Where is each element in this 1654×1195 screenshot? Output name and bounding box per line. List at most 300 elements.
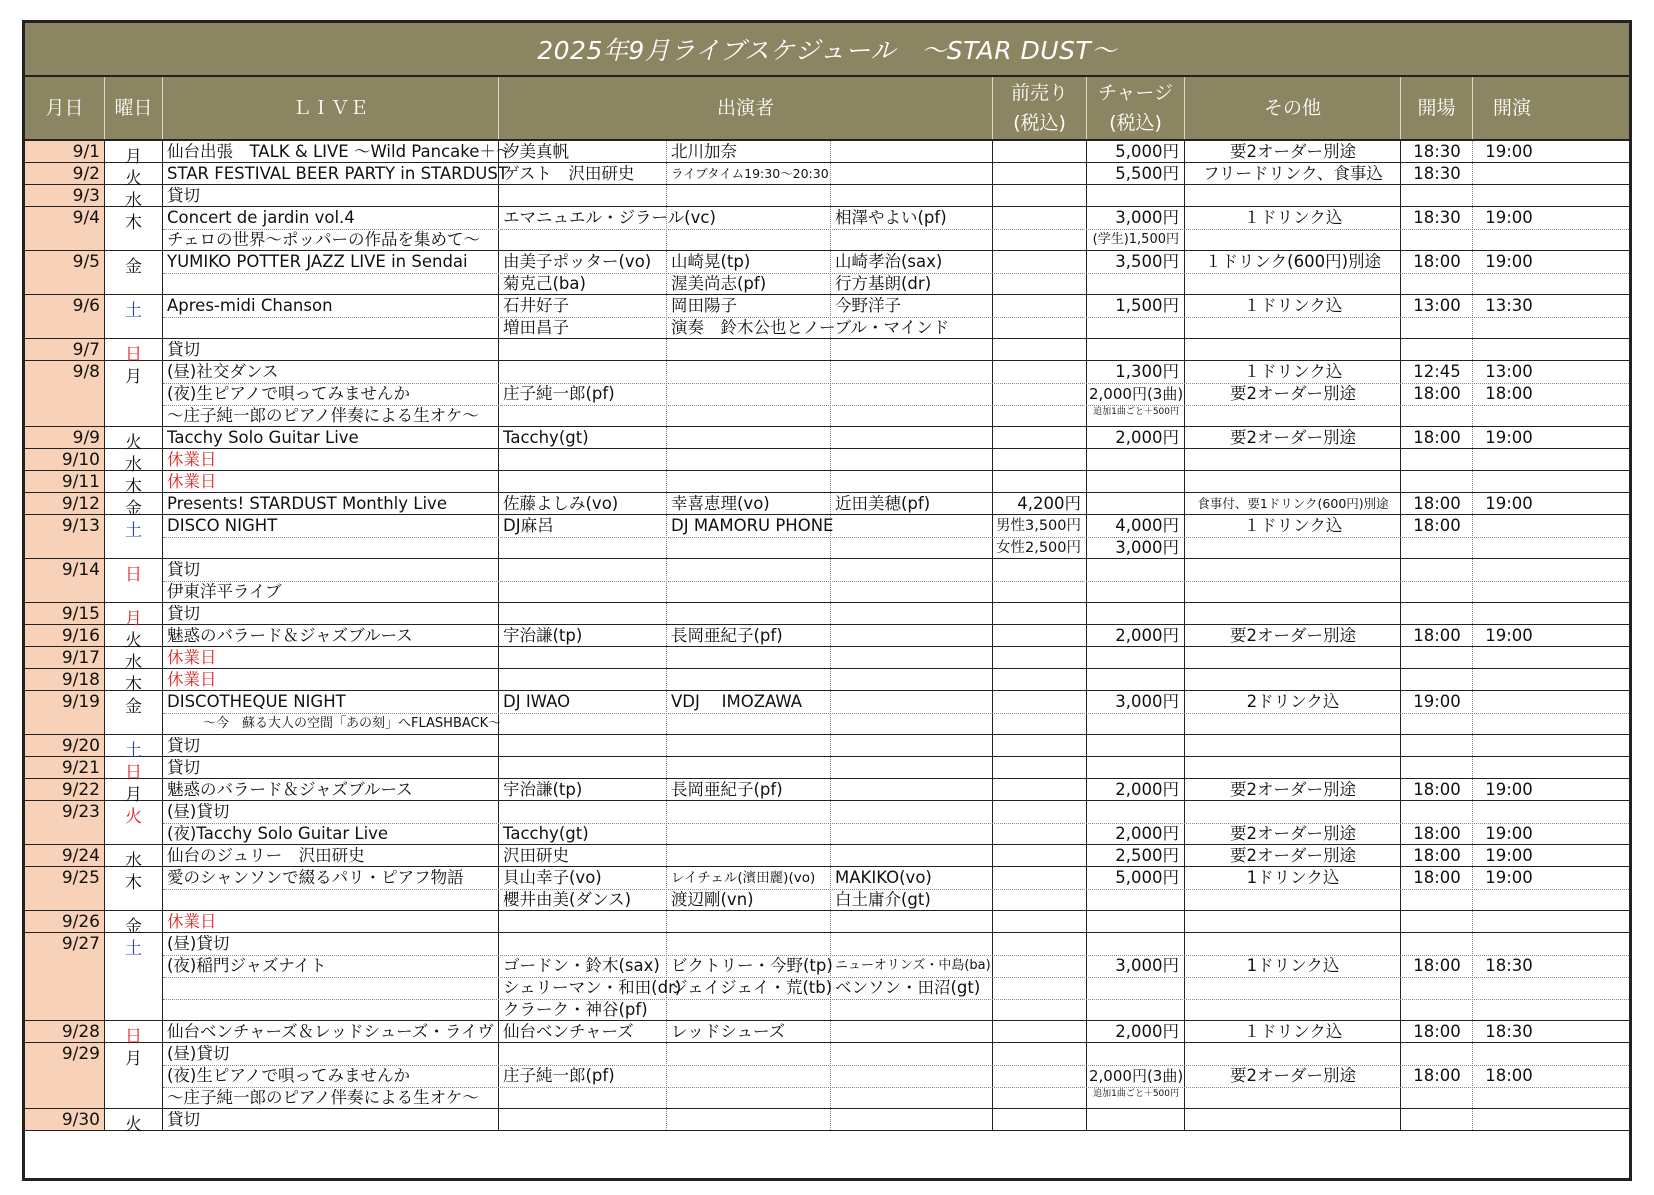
cell-open: 18:00 (1413, 846, 1461, 865)
cell-live: ～今 蘇る大人の空間「あの刻」へFLASHBACK～ (203, 716, 502, 731)
table-row (25, 691, 1629, 735)
cell-open: 13:00 (1413, 296, 1461, 315)
cell-other: １ドリンク込 (1243, 516, 1343, 535)
col-p1 (499, 669, 667, 690)
col-p2 (667, 647, 831, 668)
date-cell: 9/19 (25, 691, 105, 734)
col-other (1185, 449, 1401, 470)
cell-charge: 3,000円 (1115, 208, 1179, 227)
col-presale (993, 647, 1087, 668)
cell-charge: 2,000円 (1115, 428, 1179, 447)
cell-open: 18:00 (1413, 1066, 1461, 1085)
col-p1 (499, 647, 667, 668)
col-p2 (667, 427, 831, 448)
cell-p1: 汐美真帆 (503, 142, 569, 161)
cell-p3: 山崎孝治(sax) (835, 252, 943, 271)
cell-p2: 長岡亜紀子(pf) (671, 626, 783, 645)
table-row (25, 185, 1629, 211)
cell-p3: 相澤やよい(pf) (835, 208, 947, 227)
weekday-cell: 月 (105, 141, 163, 162)
col-p2 (667, 669, 831, 690)
weekday-cell: 日 (105, 339, 163, 360)
cell-p1: ゲスト 沢田研史 (503, 164, 635, 183)
schedule-sheet (22, 20, 1632, 1181)
col-presale (993, 1021, 1087, 1042)
cell-charge: 3,000円 (1115, 538, 1179, 557)
cell-presale: 女性2,500円 (995, 540, 1081, 556)
col-live (163, 185, 499, 206)
col-charge (1087, 1109, 1185, 1130)
cell-p3: ベンソン・田沼(gt) (835, 978, 981, 997)
weekday-cell: 水 (105, 449, 163, 470)
cell-live: 貸切 (167, 736, 200, 755)
cell-live: (夜)Tacchy Solo Guitar Live (167, 824, 389, 843)
col-p3 (831, 603, 993, 624)
cell-p1: 由美子ポッター(vo) (503, 252, 652, 271)
date-cell: 9/5 (25, 251, 105, 294)
cell-p2: ジェイジェイ・荒(tb) (671, 978, 833, 997)
table-row (25, 647, 1629, 673)
col-presale (993, 757, 1087, 778)
cell-start: 19:00 (1485, 208, 1533, 227)
col-presale (993, 845, 1087, 866)
cell-p1: 仙台ベンチャーズ (503, 1022, 634, 1041)
col-start (1473, 449, 1629, 470)
table-row (25, 911, 1629, 937)
weekday-cell: 木 (105, 867, 163, 910)
cell-live: 休業日 (167, 912, 217, 931)
col-p3 (831, 735, 993, 756)
col-p2 (667, 1043, 831, 1108)
col-p3 (831, 141, 993, 162)
col-other (1185, 757, 1401, 778)
cell-open: 18:00 (1413, 494, 1461, 513)
date-cell: 9/28 (25, 1021, 105, 1042)
weekday-cell: 月 (105, 779, 163, 800)
header-live: ＬＩＶＥ (163, 77, 499, 139)
cell-live: (昼)貸切 (167, 802, 230, 821)
col-start (1473, 185, 1629, 206)
cell-charge: 2,000円(3曲) (1089, 385, 1184, 403)
col-charge (1087, 493, 1185, 514)
cell-live: 伊東洋平ライブ (167, 582, 282, 601)
cell-p1: 宇治謙(tp) (503, 780, 583, 799)
cell-start: 19:00 (1485, 142, 1533, 161)
cell-live: 魅惑のバラード＆ジャズブルース (167, 626, 413, 645)
col-presale (993, 1109, 1087, 1130)
cell-live: Apres-midi Chanson (167, 296, 333, 315)
col-p2 (667, 339, 831, 360)
cell-open: 18:30 (1413, 164, 1461, 183)
cell-p1: 櫻井由美(ダンス) (503, 890, 632, 909)
table-row (25, 493, 1629, 519)
col-other (1185, 185, 1401, 206)
col-p1 (499, 339, 667, 360)
cell-charge: 追加1曲ごと＋500円 (1093, 407, 1179, 417)
table-row (25, 603, 1629, 629)
col-presale (993, 625, 1087, 646)
weekday-cell: 土 (105, 295, 163, 338)
table-row (25, 427, 1629, 453)
table-row (25, 163, 1629, 189)
cell-p1: 増田昌子 (503, 318, 569, 337)
table-row (25, 251, 1629, 295)
cell-live: DISCOTHEQUE NIGHT (167, 692, 346, 711)
cell-charge: 2,000円 (1115, 824, 1179, 843)
cell-live: Presents! STARDUST Monthly Live (167, 494, 447, 513)
weekday-cell: 土 (105, 933, 163, 1020)
weekday-cell: 金 (105, 493, 163, 514)
date-cell: 9/9 (25, 427, 105, 448)
col-charge (1087, 603, 1185, 624)
cell-other: １ドリンク込 (1243, 362, 1343, 381)
weekday-cell: 木 (105, 207, 163, 250)
cell-charge: 2,000円 (1115, 780, 1179, 799)
cell-start: 19:00 (1485, 846, 1533, 865)
cell-live: 仙台出張 TALK & LIVE ～Wild Pancake＋～ (167, 142, 513, 161)
date-cell: 9/27 (25, 933, 105, 1020)
col-presale (993, 449, 1087, 470)
table-row (25, 1021, 1629, 1047)
cell-p3: 近田美穂(pf) (835, 494, 931, 513)
col-live (163, 757, 499, 778)
col-start (1473, 603, 1629, 624)
cell-p1: 沢田研史 (503, 846, 569, 865)
header-charge-label: チャージ (1097, 82, 1174, 104)
col-presale (993, 339, 1087, 360)
col-presale (993, 735, 1087, 756)
col-other (1185, 1109, 1401, 1130)
weekday-cell: 金 (105, 911, 163, 932)
cell-p2: ライブタイム19:30～20:30 (671, 166, 829, 181)
date-cell: 9/21 (25, 757, 105, 778)
header-open: 開場 (1401, 77, 1473, 139)
col-p3 (831, 625, 993, 646)
header-date: 月日 (25, 77, 105, 139)
col-start (1473, 735, 1629, 756)
cell-p3: ニューオリンズ・中島(ba) (835, 958, 991, 973)
col-presale (993, 911, 1087, 932)
cell-live: (夜)生ピアノで唄ってみませんか (167, 384, 411, 403)
weekday-cell: 月 (105, 1043, 163, 1108)
cell-p2: 岡田陽子 (671, 296, 737, 315)
table-row (25, 933, 1629, 1021)
line-divider (163, 999, 1629, 1000)
cell-start: 18:00 (1485, 384, 1533, 403)
cell-live: 休業日 (167, 648, 217, 667)
cell-live: 愛のシャンソンで綴るパリ・ピアフ物語 (167, 868, 464, 887)
cell-start: 19:00 (1485, 824, 1533, 843)
cell-p1: 佐藤よしみ(vo) (503, 494, 619, 513)
cell-p1: Tacchy(gt) (503, 824, 589, 843)
col-presale (993, 163, 1087, 184)
col-open (1401, 339, 1473, 360)
col-p1 (499, 449, 667, 470)
cell-other: １ドリンク(600円)別途 (1204, 252, 1382, 271)
col-start (1473, 339, 1629, 360)
col-charge (1087, 647, 1185, 668)
col-presale (993, 427, 1087, 448)
date-cell: 9/22 (25, 779, 105, 800)
cell-live: 休業日 (167, 670, 217, 689)
cell-live: (夜)生ピアノで唄ってみませんか (167, 1066, 411, 1085)
weekday-cell: 木 (105, 471, 163, 492)
cell-open: 18:00 (1413, 868, 1461, 887)
cell-p1: DJ IWAO (503, 692, 571, 711)
cell-open: 18:00 (1413, 428, 1461, 447)
weekday-cell: 金 (105, 251, 163, 294)
col-p3 (831, 669, 993, 690)
cell-live: Concert de jardin vol.4 (167, 208, 355, 227)
weekday-cell: 土 (105, 515, 163, 558)
col-other (1185, 911, 1401, 932)
cell-live: (昼)貸切 (167, 934, 230, 953)
cell-p1: 貝山幸子(vo) (503, 868, 602, 887)
cell-open: 18:00 (1413, 252, 1461, 271)
col-p2 (667, 1109, 831, 1130)
cell-charge: 3,500円 (1115, 252, 1179, 271)
col-p3 (831, 911, 993, 932)
col-presale (993, 361, 1087, 426)
col-charge (1087, 669, 1185, 690)
cell-start: 18:00 (1485, 1066, 1533, 1085)
header-other: その他 (1185, 77, 1401, 139)
col-other (1185, 471, 1401, 492)
col-other (1185, 669, 1401, 690)
col-charge (1087, 735, 1185, 756)
col-presale (993, 779, 1087, 800)
table-row (25, 471, 1629, 497)
col-open (1401, 757, 1473, 778)
cell-other: 食事付、要1ドリンク(600円)別途 (1197, 496, 1389, 511)
cell-open: 18:00 (1413, 956, 1461, 975)
date-cell: 9/15 (25, 603, 105, 624)
weekday-cell: 木 (105, 669, 163, 690)
date-cell: 9/24 (25, 845, 105, 866)
weekday-cell: 火 (105, 801, 163, 844)
date-cell: 9/4 (25, 207, 105, 250)
col-p1 (499, 185, 667, 206)
col-p3 (831, 185, 993, 206)
col-p3 (831, 449, 993, 470)
line-divider (163, 537, 1629, 538)
table-row (25, 141, 1629, 167)
cell-other: 要2オーダー別途 (1230, 142, 1356, 161)
cell-other: １ドリンク込 (1243, 208, 1343, 227)
cell-open: 18:00 (1413, 626, 1461, 645)
cell-live: 貸切 (167, 186, 200, 205)
table-row (25, 757, 1629, 783)
header-presale (993, 77, 1087, 139)
cell-other: 2ドリンク込 (1246, 692, 1340, 711)
col-p2 (667, 361, 831, 426)
weekday-cell: 火 (105, 625, 163, 646)
weekday-cell: 月 (105, 361, 163, 426)
cell-other: 要2オーダー別途 (1230, 824, 1356, 843)
cell-open: 18:30 (1413, 142, 1461, 161)
cell-p3: 行方基朗(dr) (835, 274, 932, 293)
cell-p1: 宇治謙(tp) (503, 626, 583, 645)
cell-live: 仙台のジュリー 沢田研史 (167, 846, 365, 865)
table-row (25, 361, 1629, 427)
col-live (163, 339, 499, 360)
cell-charge: 追加1曲ごと＋500円 (1093, 1089, 1179, 1099)
col-open (1401, 735, 1473, 756)
cell-start: 13:00 (1485, 362, 1533, 381)
cell-start: 18:30 (1485, 956, 1533, 975)
date-cell: 9/11 (25, 471, 105, 492)
cell-p2: レイチェル(濱田麗)(vo) (671, 870, 816, 886)
col-live (163, 1109, 499, 1130)
col-p3 (831, 471, 993, 492)
col-p3 (831, 339, 993, 360)
weekday-cell: 水 (105, 185, 163, 206)
cell-p2: 長岡亜紀子(pf) (671, 780, 783, 799)
header-charge-tax: (税込) (1109, 112, 1162, 134)
col-p2 (667, 757, 831, 778)
col-p1 (499, 1109, 667, 1130)
date-cell: 9/3 (25, 185, 105, 206)
date-cell: 9/26 (25, 911, 105, 932)
col-charge (1087, 471, 1185, 492)
header-presale-label: 前売り (1010, 82, 1068, 104)
cell-start: 19:00 (1485, 428, 1533, 447)
col-presale (993, 1043, 1087, 1108)
weekday-cell: 日 (105, 1021, 163, 1042)
cell-p2: DJ MAMORU PHONE (671, 516, 834, 535)
cell-open: 18:00 (1413, 1022, 1461, 1041)
date-cell: 9/29 (25, 1043, 105, 1108)
cell-charge: 1,300円 (1115, 362, 1179, 381)
col-start (1473, 471, 1629, 492)
date-cell: 9/6 (25, 295, 105, 338)
col-p2 (667, 845, 831, 866)
cell-p1: エマニュエル・ジラール(vc) (503, 208, 716, 227)
date-cell: 9/17 (25, 647, 105, 668)
col-open (1401, 449, 1473, 470)
date-cell: 9/18 (25, 669, 105, 690)
cell-start: 13:30 (1485, 296, 1533, 315)
cell-live: DISCO NIGHT (167, 516, 278, 535)
cell-live: 貸切 (167, 1110, 200, 1129)
cell-start: 19:00 (1485, 252, 1533, 271)
col-open (1401, 603, 1473, 624)
cell-charge: 2,000円(3曲) (1089, 1067, 1184, 1085)
cell-charge: 4,000円 (1115, 516, 1179, 535)
cell-open: 18:30 (1413, 208, 1461, 227)
cell-live: 貸切 (167, 604, 200, 623)
cell-start: 19:00 (1485, 626, 1533, 645)
weekday-cell: 日 (105, 559, 163, 602)
cell-p2: 山崎晃(tp) (671, 252, 751, 271)
cell-open: 18:00 (1413, 384, 1461, 403)
col-open (1401, 911, 1473, 932)
cell-p1: シェリーマン・和田(dr) (503, 978, 682, 997)
weekday-cell: 日 (105, 757, 163, 778)
cell-p3: 今野洋子 (835, 296, 901, 315)
col-other (1185, 647, 1401, 668)
cell-presale: 男性3,500円 (995, 518, 1081, 534)
cell-other: 要2オーダー別途 (1230, 780, 1356, 799)
weekday-cell: 金 (105, 691, 163, 734)
cell-live: Tacchy Solo Guitar Live (167, 428, 359, 447)
col-other (1185, 339, 1401, 360)
col-p2 (667, 185, 831, 206)
col-p3 (831, 845, 993, 866)
date-cell: 9/30 (25, 1109, 105, 1130)
col-p3 (831, 1043, 993, 1108)
cell-other: 要2オーダー別途 (1230, 846, 1356, 865)
table-row (25, 449, 1629, 475)
col-charge (1087, 185, 1185, 206)
col-p3 (831, 1021, 993, 1042)
col-p1 (499, 911, 667, 932)
cell-charge: 3,000円 (1115, 692, 1179, 711)
col-presale (993, 185, 1087, 206)
col-p3 (831, 779, 993, 800)
cell-charge: 1,500円 (1115, 296, 1179, 315)
col-open (1401, 185, 1473, 206)
cell-charge: 2,000円 (1115, 626, 1179, 645)
weekday-cell: 火 (105, 163, 163, 184)
cell-other: 要2オーダー別途 (1230, 428, 1356, 447)
cell-live: 貸切 (167, 560, 200, 579)
col-p3 (831, 361, 993, 426)
cell-open: 12:45 (1413, 362, 1461, 381)
col-open (1401, 647, 1473, 668)
date-cell: 9/7 (25, 339, 105, 360)
cell-p2: 渡辺剛(vn) (671, 890, 754, 909)
weekday-cell: 土 (105, 735, 163, 756)
col-p3 (831, 757, 993, 778)
cell-p3: 白土庸介(gt) (835, 890, 931, 909)
weekday-cell: 火 (105, 427, 163, 448)
col-start (1473, 757, 1629, 778)
date-cell: 9/1 (25, 141, 105, 162)
col-start (1473, 669, 1629, 690)
schedule-title: 2025年9月ライブスケジュール ～STAR DUST～ (25, 23, 1629, 77)
table-row (25, 207, 1629, 251)
table-row (25, 845, 1629, 871)
cell-live: 魅惑のバラード＆ジャズブルース (167, 780, 413, 799)
cell-other: フリードリンク、食事込 (1203, 164, 1383, 183)
col-p1 (499, 603, 667, 624)
cell-p1: DJ麻呂 (503, 516, 554, 535)
cell-live: 休業日 (167, 472, 217, 491)
date-cell: 9/10 (25, 449, 105, 470)
cell-live: 貸切 (167, 758, 200, 777)
cell-other: １ドリンク込 (1243, 1022, 1343, 1041)
col-charge (1087, 757, 1185, 778)
cell-charge: 5,000円 (1115, 142, 1179, 161)
cell-start: 19:00 (1485, 868, 1533, 887)
col-p1 (499, 471, 667, 492)
table-row (25, 339, 1629, 365)
weekday-cell: 月 (105, 603, 163, 624)
cell-start: 19:00 (1485, 494, 1533, 513)
weekday-cell: 水 (105, 647, 163, 668)
col-p2 (667, 471, 831, 492)
col-other (1185, 603, 1401, 624)
col-open (1401, 669, 1473, 690)
col-presale (993, 471, 1087, 492)
cell-live: チェロの世界～ポッパーの作品を集めて～ (167, 230, 481, 249)
cell-p1: 菊克己(ba) (503, 274, 586, 293)
cell-charge: 2,500円 (1115, 846, 1179, 865)
cell-p1: ゴードン・鈴木(sax) (503, 956, 660, 975)
col-start (1473, 163, 1629, 184)
date-cell: 9/14 (25, 559, 105, 602)
